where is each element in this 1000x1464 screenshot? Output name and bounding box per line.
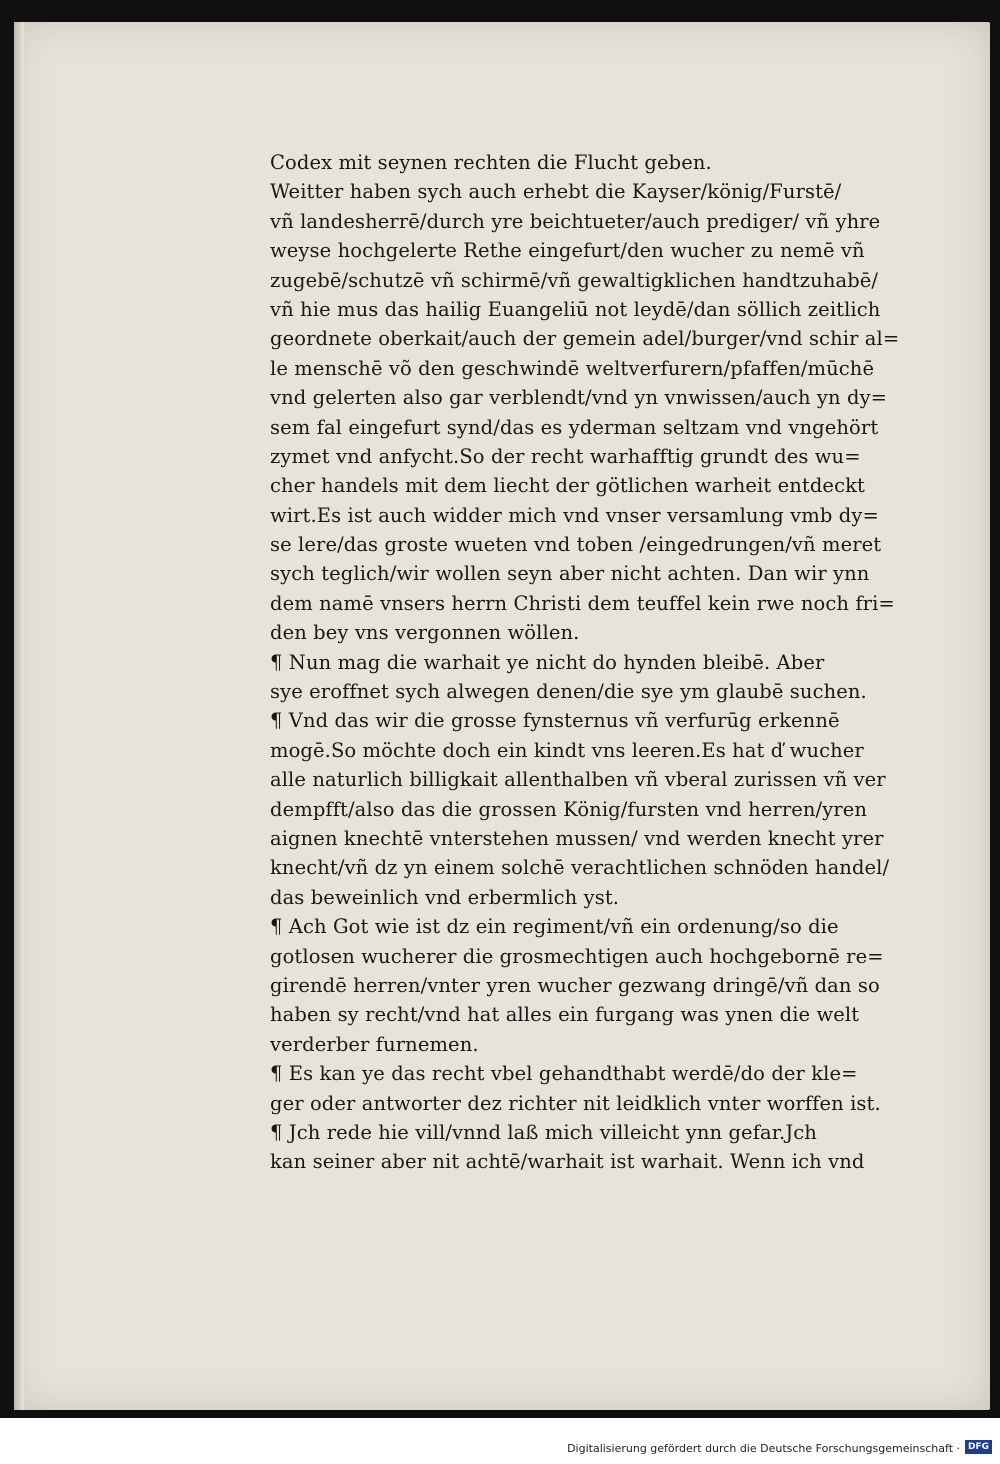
text-line: knecht/vñ dz yn einem solchē verachtlichen schnöden handel/: [270, 856, 890, 880]
text-line: ger oder antworter dez richter nit leidklich vnter worffen ist.: [270, 1091, 881, 1115]
text-line: sye eroffnet sych alwegen denen/die sye ym glaubē suchen.: [270, 680, 867, 704]
text-line: sych teglich/wir wollen seyn aber nicht achten. Dan wir ynn: [270, 562, 870, 586]
text-line: ¶ Jch rede hie vill/vnnd laß mich villeicht ynn gefar.Jch: [270, 1120, 817, 1144]
text-line: geordnete oberkait/auch der gemein adel/burger/vnd schir al=: [270, 327, 900, 351]
text-line: Codex mit seynen rechten die Flucht geben.: [270, 151, 712, 174]
text-line: Weitter haben sych auch erhebt die Kayser/könig/Furstē/: [270, 180, 842, 204]
funding-credit: Digitalisierung gefördert durch die Deutsche Forschungsgemeinschaft ·: [567, 1442, 960, 1455]
text-line: se lere/das groste wueten vnd toben /eingedrungen/vñ meret: [270, 533, 882, 557]
text-line: verderber furnemen.: [270, 1032, 479, 1056]
text-line: sem fal eingefurt synd/das es yderman seltzam vnd vngehört: [270, 415, 879, 439]
text-line: den bey vns vergonnen wöllen.: [270, 621, 580, 645]
text-line: girendē herren/vnter yren wucher gezwang dringē/vñ dan so: [270, 973, 880, 997]
text-line: ¶ Nun mag die warhait ye nicht do hynden bleibē. Aber: [270, 650, 825, 674]
text-line: haben sy recht/vnd hat alles ein furgang was ynen die welt: [270, 1003, 860, 1027]
text-line: dem namē vnsers herrn Christi dem teuffel kein rwe noch fri=: [270, 591, 895, 615]
text-line: aignen knechtē vnterstehen mussen/ vnd werden knecht yrer: [270, 826, 884, 850]
text-line: wirt.Es ist auch widder mich vnd vnser versamlung vmb dy=: [270, 503, 879, 527]
text-line: gotlosen wucherer die grosmechtigen auch hochgebornē re=: [270, 944, 884, 968]
text-line: zugebē/schutzē vñ schirmē/vñ gewaltigklichen handtzuhabē/: [270, 268, 879, 292]
text-line: ¶ Ach Got wie ist dz ein regiment/vñ ein ordenung/so die: [270, 915, 839, 939]
text-line: weyse hochgelerte Rethe eingefurt/den wucher zu nemē vñ: [270, 239, 865, 263]
footer-bar: [0, 1418, 1000, 1464]
text-line: dempfft/also das die grossen König/fursten vnd herren/yren: [270, 797, 868, 821]
text-line: le menschē võ den geschwindē weltverfurern/pfaffen/mūchē: [270, 356, 875, 380]
text-line: zymet vnd anfycht.So der recht warhafftig grundt des wu=: [270, 444, 861, 468]
text-line: vnd gelerten also gar verblendt/vnd yn vnwissen/auch yn dy=: [270, 386, 888, 410]
page-text-block: [270, 148, 940, 1177]
text-line: vñ hie mus das hailig Euangeliū not leydē/dan söllich zeitlich: [270, 297, 881, 321]
text-line: kan seiner aber nit achtē/warhait ist warhait. Wenn ich vnd: [270, 1150, 865, 1174]
text-line: mogē.So möchte doch ein kindt vns leeren.Es hat ď wucher: [270, 738, 864, 762]
text-line: cher handels mit dem liecht der götlichen warheit entdeckt: [270, 474, 865, 498]
text-line: das beweinlich vnd erbermlich yst.: [270, 885, 620, 909]
text-line: vñ landesherrē/durch yre beichtueter/auch prediger/ vñ yhre: [270, 209, 881, 233]
page-edge-shadow: [14, 22, 24, 1410]
dfg-logo: DFG: [965, 1440, 992, 1454]
text-line: alle naturlich billigkait allenthalben vñ vberal zurissen vñ ver: [270, 768, 886, 792]
text-line: ¶ Es kan ye das recht vbel gehandthabt werdē/do der kle=: [270, 1062, 858, 1086]
text-line: ¶ Vnd das wir die grosse fynsternus vñ verfurūg erkennē: [270, 709, 840, 733]
